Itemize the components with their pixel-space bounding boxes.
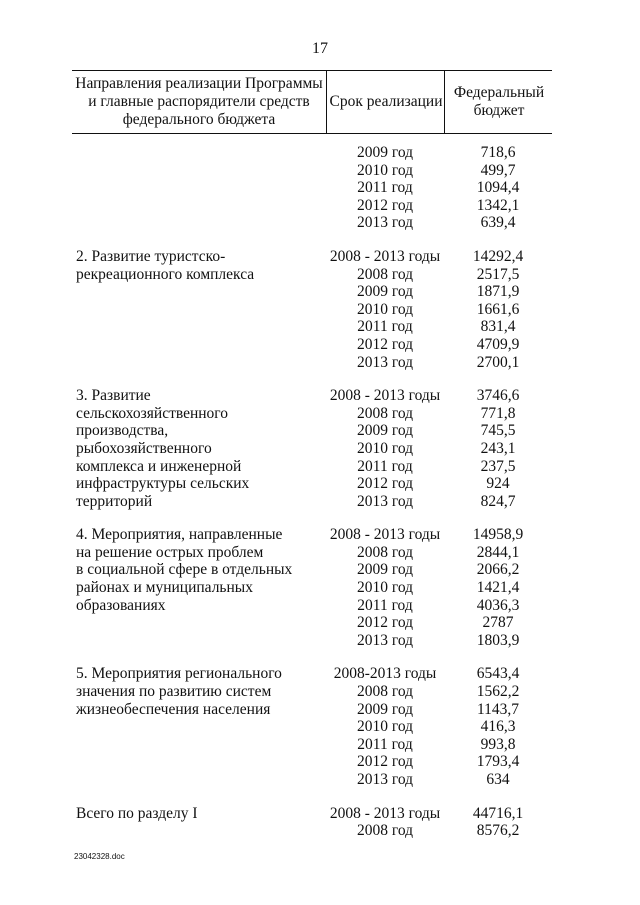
table-row (324, 283, 552, 301)
table-row (324, 805, 552, 823)
group-rows (324, 805, 552, 840)
group-title: 2. Развитие туристско- рекреационного комплекса (76, 247, 255, 283)
budget-cell: 416,3 (480, 718, 516, 736)
table-row (324, 458, 552, 476)
period-cell: 2008 - 2013 годы (329, 526, 441, 544)
budget-cell: 1421,4 (476, 579, 520, 597)
budget-cell: 634 (486, 771, 510, 788)
budget-cell: 14292,4 (472, 247, 524, 265)
budget-cell: 771,8 (480, 404, 516, 422)
period-cell: 2009 год (356, 283, 414, 301)
table-group (72, 387, 552, 510)
group-title: 4. Мероприятия, направленные на решение острых проблем в социальной сфере в отдельных районах и муниципальных образованиях (76, 526, 293, 614)
period-cell: 2012 год (356, 475, 414, 493)
period-cell: 2012 год (356, 196, 414, 214)
group-rows (324, 144, 552, 232)
group-rows (324, 665, 552, 788)
period-cell: 2011 год (357, 179, 413, 197)
table-row (324, 683, 552, 701)
table-row (324, 544, 552, 562)
budget-cell: 1803,9 (476, 631, 520, 649)
table-row (324, 387, 552, 405)
table-row (324, 665, 552, 683)
period-cell: 2010 год (356, 439, 414, 457)
table-row (324, 771, 552, 789)
budget-cell: 14958,9 (472, 526, 524, 544)
budget-cell: 237,5 (480, 457, 516, 475)
period-cell: 2012 год (356, 753, 414, 771)
budget-cell: 2844,1 (476, 543, 520, 561)
period-cell: 2008 - 2013 годы (329, 247, 441, 265)
budget-cell: 993,8 (480, 735, 516, 753)
table-body (72, 144, 552, 856)
group-rows (324, 248, 552, 371)
table-group (72, 665, 552, 788)
table-row (324, 162, 552, 180)
header-period: Срок реализации (326, 71, 445, 133)
budget-cell: 3746,6 (476, 387, 520, 405)
period-cell: 2008 год (356, 683, 414, 701)
budget-cell: 718,6 (480, 144, 516, 161)
budget-cell: 1143,7 (476, 700, 520, 718)
period-cell: 2009 год (356, 561, 414, 579)
table-row (324, 422, 552, 440)
budget-cell: 924 (486, 475, 510, 493)
table-row (324, 614, 552, 632)
period-cell: 2008 - 2013 годы (329, 804, 441, 822)
table-row (324, 336, 552, 354)
table-row (324, 405, 552, 423)
period-cell: 2013 год (356, 492, 414, 510)
table-row (324, 179, 552, 197)
table-row (324, 214, 552, 232)
budget-cell: 1094,4 (476, 179, 520, 197)
budget-cell: 499,7 (480, 161, 516, 179)
period-cell: 2008 год (356, 543, 414, 561)
period-cell: 2011 год (357, 318, 413, 336)
budget-cell: 745,5 (480, 422, 516, 440)
budget-cell: 2066,2 (476, 561, 520, 579)
table-row (324, 475, 552, 493)
period-cell: 2012 год (356, 335, 414, 353)
period-cell: 2013 год (356, 771, 414, 788)
budget-cell: 1562,2 (476, 683, 520, 701)
period-cell: 2009 год (356, 422, 414, 440)
table-row (324, 579, 552, 597)
period-cell: 2012 год (356, 614, 414, 632)
table-row (324, 718, 552, 736)
budget-cell: 639,4 (480, 214, 516, 232)
table-header (72, 70, 552, 134)
budget-cell: 1661,6 (476, 300, 520, 318)
budget-cell: 1793,4 (476, 753, 520, 771)
budget-cell: 2517,5 (476, 265, 520, 283)
table-row (324, 753, 552, 771)
table-row (324, 248, 552, 266)
budget-cell: 243,1 (480, 439, 516, 457)
period-cell: 2010 год (356, 718, 414, 736)
table-group (72, 144, 552, 232)
budget-cell: 1342,1 (476, 196, 520, 214)
table-row (324, 354, 552, 372)
budget-cell: 824,7 (480, 492, 516, 510)
table-group (72, 248, 552, 371)
period-cell: 2009 год (356, 144, 414, 161)
budget-cell: 831,4 (480, 318, 516, 336)
budget-cell: 8576,2 (476, 822, 520, 840)
period-cell: 2011 год (357, 457, 413, 475)
table-row (324, 736, 552, 754)
period-cell: 2011 год (357, 596, 413, 614)
budget-cell: 2700,1 (476, 353, 520, 371)
period-cell: 2008-2013 годы (333, 665, 437, 683)
table-group (72, 805, 552, 840)
group-rows (324, 387, 552, 510)
table-row (324, 526, 552, 544)
table-row (324, 822, 552, 840)
budget-cell: 4709,9 (476, 335, 520, 353)
period-cell: 2008 - 2013 годы (329, 387, 441, 405)
budget-cell: 44716,1 (472, 804, 524, 822)
group-title: 3. Развитие сельскохозяйственного производства, рыбохозяйственного комплекса и инженерной инфраструктуры сельских территорий (76, 387, 250, 510)
group-title: 5. Мероприятия регионального значения по развитию систем жизнеобеспечения населения (76, 665, 282, 718)
table-group (72, 526, 552, 649)
period-cell: 2010 год (356, 300, 414, 318)
table-row (324, 701, 552, 719)
budget-cell: 4036,3 (476, 596, 520, 614)
budget-cell: 2787 (482, 614, 514, 632)
table-row (324, 597, 552, 615)
period-cell: 2010 год (356, 579, 414, 597)
document-filename: 23042328.doc (74, 852, 125, 861)
period-cell: 2013 год (356, 353, 414, 371)
table-row (324, 197, 552, 215)
period-cell: 2008 год (356, 822, 414, 840)
table-row (324, 632, 552, 650)
period-cell: 2008 год (356, 265, 414, 283)
table-row (324, 493, 552, 511)
header-budget: Федеральный бюджет (444, 71, 553, 133)
period-cell: 2013 год (356, 214, 414, 232)
table-row (324, 440, 552, 458)
period-cell: 2008 год (356, 404, 414, 422)
budget-cell: 6543,4 (476, 665, 520, 683)
table-row (324, 318, 552, 336)
header-direction: Направления реализации Программы и главные распорядители средств федерального бюджета (75, 75, 323, 128)
budget-cell: 1871,9 (476, 283, 520, 301)
period-cell: 2010 год (356, 161, 414, 179)
group-rows (324, 526, 552, 649)
period-cell: 2013 год (356, 631, 414, 649)
table-row (324, 301, 552, 319)
page-number: 17 (312, 40, 328, 57)
group-title: Всего по разделу I (76, 804, 198, 822)
table-row (324, 266, 552, 284)
period-cell: 2009 год (356, 700, 414, 718)
table-row (324, 561, 552, 579)
period-cell: 2011 год (357, 735, 413, 753)
table-row (324, 144, 552, 162)
